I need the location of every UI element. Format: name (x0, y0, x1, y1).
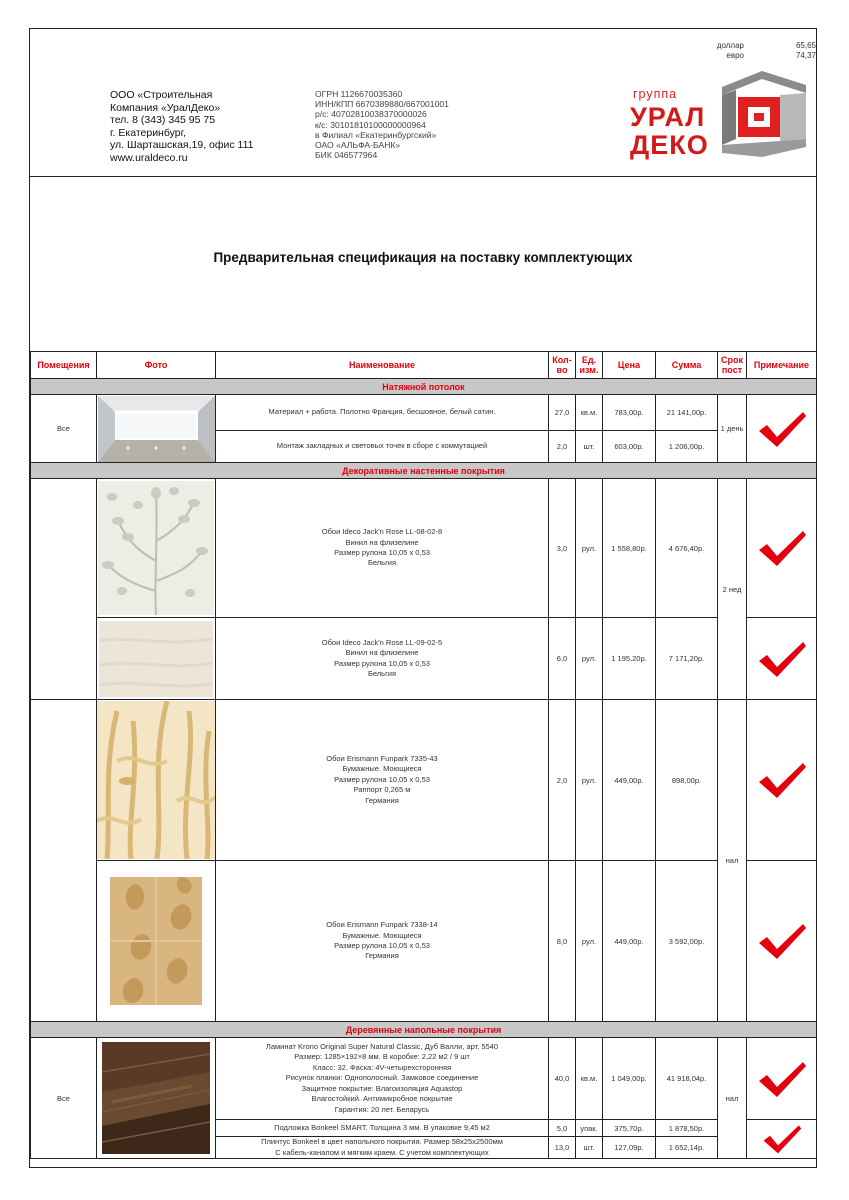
checkmark-icon (760, 1123, 804, 1155)
unit-cell: рул. (576, 861, 603, 1022)
item-name-line: Бумажные. Моющиеся (342, 930, 422, 940)
col-header-qty (549, 352, 576, 379)
photo-cell (97, 1038, 216, 1159)
section-row-floors (31, 1022, 817, 1038)
photo-cell (97, 395, 216, 463)
note-cell (747, 1038, 817, 1120)
col-header-unit (576, 352, 603, 379)
item-name-line: Размер рулона 10,05 х 0,53 (334, 774, 430, 784)
specification-table (30, 351, 817, 1159)
document-header (30, 29, 816, 177)
col-header-note: Примечание (747, 352, 817, 379)
company-name-line2: Компания «УралДеко» (110, 101, 221, 114)
checkmark-icon (757, 409, 807, 449)
col-header-qty-1: Кол- (552, 355, 572, 365)
table-row (31, 700, 817, 861)
col-header-name: Наименование (216, 352, 549, 379)
item-name-line: Размер рулона 10,05 х 0,53 (334, 941, 430, 950)
checkmark-icon (757, 921, 807, 961)
bank-line: ИНН/КПП 6670389880/667001001 (315, 99, 449, 110)
sum-cell: 3 592,00р. (656, 861, 718, 1022)
item-name-line: С кабель-каналом и мягким краем. С учетом комплектующих (275, 1147, 489, 1157)
section-row-ceiling (31, 379, 817, 395)
item-name-line: Бумажные. Моющиеся (342, 764, 422, 774)
item-name-line: Гарантия: 20 лет. Беларусь (334, 1104, 430, 1114)
currency-rates (710, 41, 816, 61)
company-city: г. Екатеринбург, (110, 126, 187, 139)
item-name (216, 479, 549, 618)
company-name-line1: ООО «Строительная (110, 89, 213, 101)
price-cell: 1 049,00р. (603, 1038, 656, 1120)
section-title: Декоративные настенные покрытия (31, 463, 817, 479)
unit-cell: рул. (576, 700, 603, 861)
price-cell: 1 195,20р. (603, 618, 656, 700)
item-name (216, 861, 549, 1022)
product-photo (98, 481, 214, 615)
document-title: Предварительная спецификация на поставку комплектующих (213, 250, 633, 265)
qty-cell: 13,0 (549, 1137, 576, 1159)
sum-cell: 21 141,00р. (656, 395, 718, 431)
unit-cell: шт. (576, 1137, 603, 1159)
col-header-term (718, 352, 747, 379)
bank-line: в Филиал «Екатеринбургский» (315, 129, 437, 140)
bank-line: р/с: 40702810038370000026 (315, 109, 427, 120)
col-header-room: Помещения (31, 352, 97, 379)
note-cell (747, 618, 817, 700)
item-name-line: Влагостойкий. Антимикробное покрытие (311, 1094, 453, 1104)
photo-cell (97, 861, 216, 1022)
item-name-line: Подложка Bonkeel SMART. Толщина 3 мм. В упаковке 9,45 м2 (274, 1122, 490, 1132)
item-name-line: Плинтус Bonkeel в цвет напольного покрытия. Размер 58х25х2500мм (261, 1137, 503, 1147)
checkmark-icon (757, 1059, 807, 1099)
item-name-line: Винил на флизелине (345, 537, 419, 547)
price-cell: 127,09р. (603, 1137, 656, 1159)
unit-cell: шт. (576, 431, 603, 463)
sum-cell: 4 676,40р. (656, 479, 718, 618)
rate-usd (710, 41, 816, 51)
rate-eur (710, 51, 816, 61)
qty-cell: 2,0 (549, 431, 576, 463)
item-name (216, 700, 549, 861)
unit-cell: кв.м. (576, 1038, 603, 1120)
item-name-line: Материал + работа. Полотно Франция, бесшовное, белый сатин. (268, 407, 496, 417)
item-name-line: Обои Ideco Jack'n Rose LL-09-02-5 (321, 637, 443, 647)
photo-cell (97, 700, 216, 861)
unit-cell: упак. (576, 1120, 603, 1137)
item-name-line: Германия (365, 951, 399, 961)
checkmark-icon (757, 528, 807, 568)
sum-cell: 1 206,00р. (656, 431, 718, 463)
col-header-unit-2: изм. (579, 365, 599, 375)
col-header-price: Цена (603, 352, 656, 379)
bank-line: к/с: 30101810100000000964 (315, 119, 426, 130)
item-name-line: Рисунок планки: Однополосный. Замковое соединение (285, 1073, 479, 1083)
photo-cell (97, 618, 216, 700)
photo-cell (97, 479, 216, 618)
rate-label: евро (726, 51, 744, 60)
unit-cell: кв.м. (576, 395, 603, 431)
col-header-photo: Фото (97, 352, 216, 379)
section-title: Натяжной потолок (31, 379, 817, 395)
item-name (216, 618, 549, 700)
rate-value: 74,37 (795, 51, 816, 60)
item-name-line: Обои Ideco Jack'n Rose LL-08-02-8 (321, 527, 443, 537)
price-cell: 603,00р. (603, 431, 656, 463)
col-header-term-1: Срок (721, 355, 743, 365)
rate-value: 65,65 (795, 41, 816, 50)
item-name-line: Германия (365, 795, 399, 805)
unit-cell: рул. (576, 618, 603, 700)
room-cell: Все (31, 395, 97, 463)
item-name (216, 431, 549, 463)
item-name-line: Класс: 32. Фаска: 4V-четырехсторонняя (312, 1062, 452, 1072)
checkmark-icon (757, 760, 807, 800)
item-name-line: Размер рулона 10,05 х 0,53 (334, 548, 430, 557)
term-cell: 1 день (718, 395, 747, 463)
price-cell: 449,00р. (603, 700, 656, 861)
item-name-line: Винил на флизелине (345, 648, 419, 658)
logo-prefix: группа (633, 87, 678, 101)
company-phone: тел. 8 (343) 345 95 75 (110, 114, 216, 126)
item-name (216, 1120, 549, 1137)
company-logo (628, 69, 810, 169)
table-row (31, 479, 817, 618)
price-cell: 1 558,80р. (603, 479, 656, 618)
price-cell: 375,70р. (603, 1120, 656, 1137)
room-cell (31, 700, 97, 1022)
term-cell: 2 нед (718, 479, 747, 700)
rate-label: доллар (716, 41, 744, 50)
sum-cell: 1 652,14р. (656, 1137, 718, 1159)
item-name-line: Обои Erismann Funpark 7338-14 (326, 920, 438, 930)
company-address: ул. Шарташская,19, офис 111 (110, 139, 254, 151)
item-name-line: Обои Erismann Funpark 7335-43 (326, 753, 438, 763)
qty-cell: 2,0 (549, 700, 576, 861)
note-cell (747, 479, 817, 618)
table-row (31, 395, 817, 431)
section-title: Деревянные напольные покрытия (31, 1022, 817, 1038)
product-photo (99, 621, 213, 697)
price-cell: 449,00р. (603, 861, 656, 1022)
table-header-row (31, 352, 817, 379)
item-name-line: Монтаж закладных и световых точек в сборе с коммутацией (276, 441, 488, 451)
unit-cell: рул. (576, 479, 603, 618)
col-header-qty-2: во (556, 365, 568, 375)
col-header-unit-1: Ед. (581, 355, 597, 365)
room-cell (31, 479, 97, 700)
item-name-line: Бельгия (367, 558, 397, 568)
company-website[interactable]: www.uraldeco.ru (110, 151, 188, 164)
sum-cell: 7 171,20р. (656, 618, 718, 700)
note-cell (747, 1120, 817, 1159)
qty-cell: 40,0 (549, 1038, 576, 1120)
item-name-line: Защитное покрытие: Влагоизоляция Aquastop (301, 1083, 463, 1093)
term-cell: нал (718, 1038, 747, 1159)
item-name (216, 395, 549, 431)
product-photo (102, 1042, 210, 1154)
note-cell (747, 861, 817, 1022)
item-name (216, 1038, 549, 1120)
sum-cell: 1 878,50р. (656, 1120, 718, 1137)
logo-word-deko: ДЕКО (630, 130, 709, 160)
qty-cell: 5,0 (549, 1120, 576, 1137)
price-cell: 783,00р. (603, 395, 656, 431)
table-row (31, 1038, 817, 1120)
qty-cell: 6,0 (549, 618, 576, 700)
note-cell (747, 700, 817, 861)
logo-mark-icon (718, 69, 808, 161)
product-photo (110, 877, 202, 1005)
table-row (31, 861, 817, 1022)
item-name-line: Ламинат Krono Original Super Natural Classic, Дуб Валли, арт. 5540 (265, 1042, 499, 1052)
term-cell: нал (718, 700, 747, 1022)
col-header-term-2: пост (721, 365, 743, 375)
company-info (110, 89, 254, 164)
note-cell (747, 395, 817, 463)
col-header-sum: Сумма (656, 352, 718, 379)
item-name-line: Раппорт 0,265 м (353, 785, 411, 795)
qty-cell: 27,0 (549, 395, 576, 431)
section-row-walls (31, 463, 817, 479)
specification-page (29, 28, 817, 1168)
bank-line: ОГРН 1126670035360 (315, 89, 403, 99)
title-area (30, 176, 816, 351)
product-photo (97, 701, 215, 859)
sum-cell: 41 918,04р. (656, 1038, 718, 1120)
qty-cell: 3,0 (549, 479, 576, 618)
table-row (31, 618, 817, 700)
logo-word-ural: УРАЛ (630, 102, 706, 132)
item-name-line: Размер рулона 10,05 х 0,53 (334, 658, 430, 668)
room-cell: Все (31, 1038, 97, 1159)
item-name-line: Размер: 1285×192×8 мм. В коробке: 2,22 м2 / 9 шт (294, 1052, 470, 1062)
bank-line: БИК 046577964 (315, 150, 378, 161)
product-photo (98, 396, 215, 462)
bank-details (315, 89, 449, 160)
item-name (216, 1137, 549, 1159)
checkmark-icon (757, 639, 807, 679)
sum-cell: 898,00р. (656, 700, 718, 861)
item-name-line: Бельгия (367, 668, 397, 678)
bank-line: ОАО «АЛЬФА-БАНК» (315, 140, 401, 151)
qty-cell: 8,0 (549, 861, 576, 1022)
